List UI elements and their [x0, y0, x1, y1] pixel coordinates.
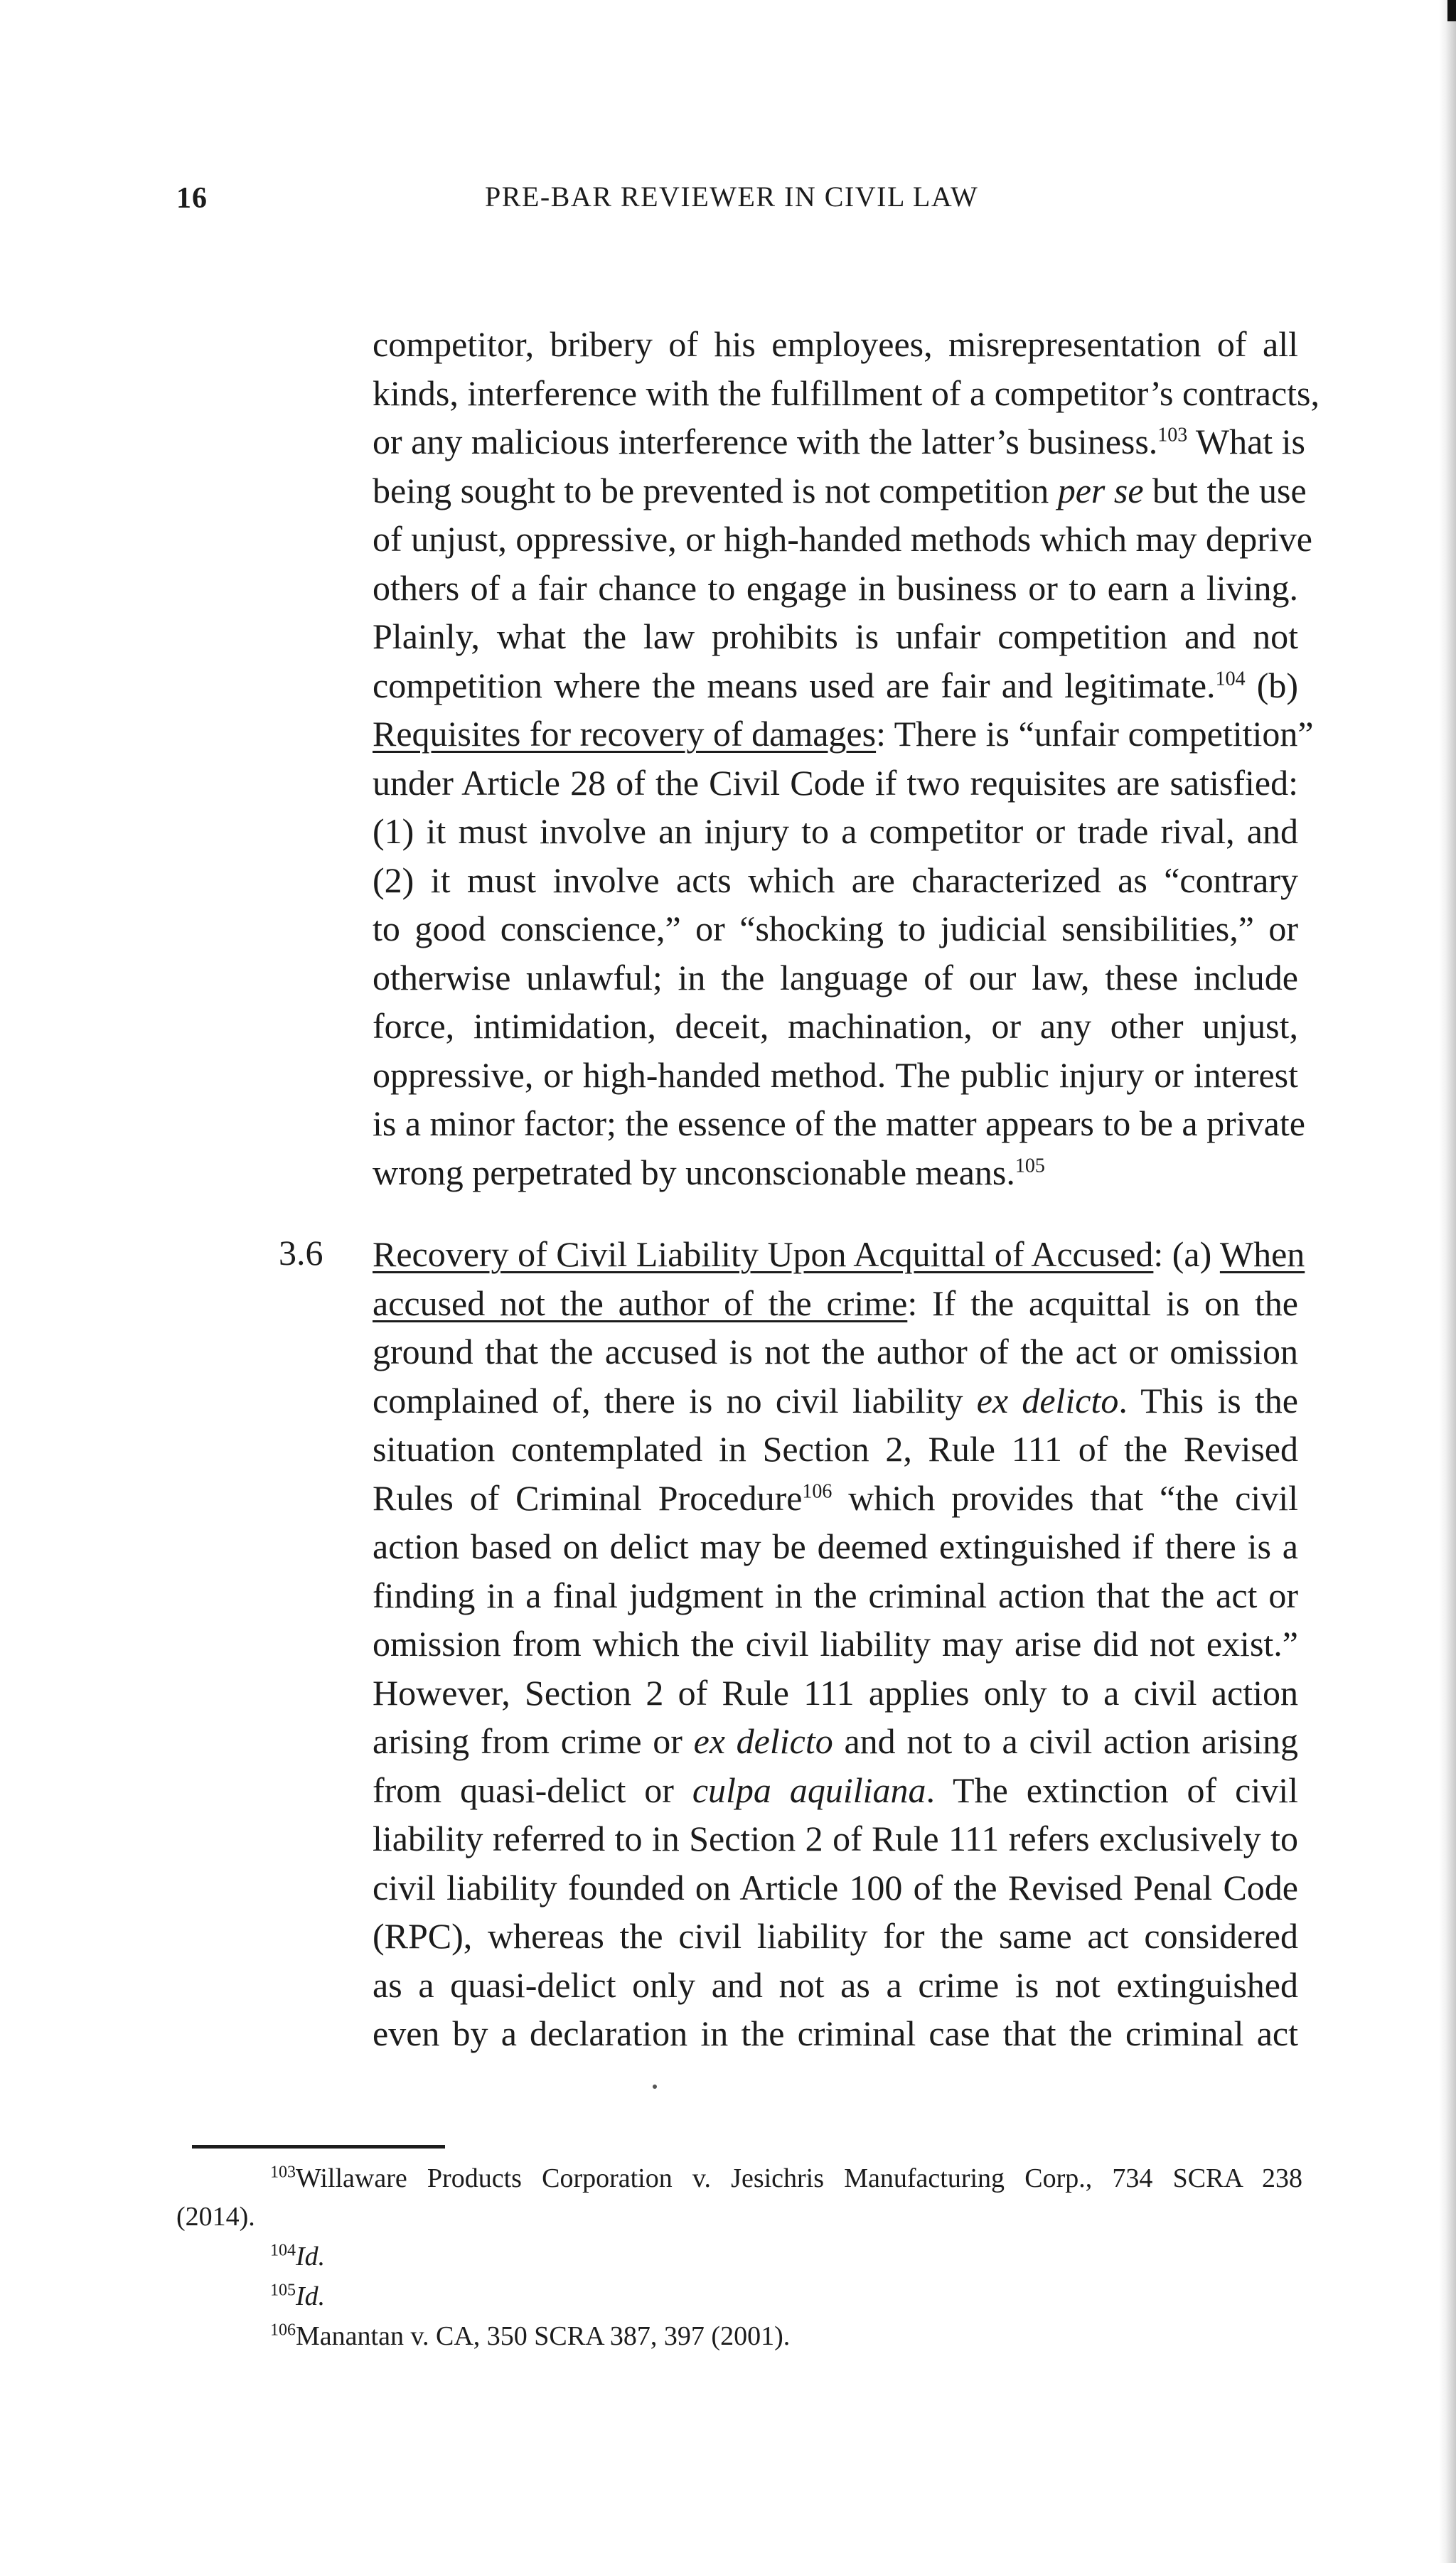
- text-line: [373, 1766, 1298, 1815]
- text-run: However, Section 2 of Rule 111 applies only to a civil action: [373, 1672, 1298, 1713]
- text-line: [373, 1717, 1298, 1766]
- text-run: oppressive, or high-handed method. The public injury or interest: [373, 1054, 1298, 1095]
- footnote-104: [270, 2240, 325, 2274]
- text-run: : If the acquittal is on the: [907, 1283, 1298, 1323]
- text-line: [373, 807, 1298, 856]
- italic-term: ex delicto: [693, 1721, 833, 1761]
- text-line: [373, 1051, 1298, 1100]
- text-line: [373, 1148, 1298, 1197]
- footnote-reference: 105: [1015, 1154, 1045, 1177]
- text-line: [373, 1327, 1298, 1376]
- text-run: which provides that “the civil: [832, 1477, 1298, 1518]
- text-run: others of a fair chance to engage in business or to earn a living.: [373, 567, 1298, 608]
- text-run: force, intimidation, deceit, machination, or any other unjust,: [373, 1006, 1298, 1046]
- footnote-105-text: Id.: [296, 2281, 326, 2311]
- underlined-heading: Recovery of Civil Liability Upon Acquittal of Accused: [373, 1234, 1154, 1274]
- text-run: ground that the accused is not the author of the act or omission: [373, 1332, 1298, 1371]
- text-run: . The extinction of civil: [926, 1770, 1298, 1810]
- text-line: [373, 1571, 1298, 1620]
- text-run: (RPC), whereas the civil liability for the same act considered: [373, 1916, 1298, 1956]
- section-number: 3.6: [279, 1233, 323, 1273]
- footnote-106: [270, 2319, 790, 2353]
- text-line: [373, 856, 1298, 905]
- text-line: [373, 1863, 1298, 1912]
- section-3-6-text: [373, 1230, 1305, 2058]
- footnote-105: [270, 2279, 325, 2313]
- text-line: [373, 369, 1320, 418]
- footnote-103-mark: 103: [270, 2163, 296, 2182]
- text-line: [373, 1230, 1305, 1279]
- text-line: [373, 320, 1298, 369]
- text-run: (2) it must involve acts which are characterized as “contrary: [373, 860, 1298, 900]
- text-run: finding in a final judgment in the criminal action that the act or: [373, 1575, 1298, 1615]
- text-run: What is: [1187, 422, 1306, 461]
- text-run: and not to a civil action arising: [833, 1721, 1298, 1761]
- text-line: [373, 2009, 1298, 2058]
- footnote-104-text: Id.: [296, 2242, 326, 2272]
- text-run: : (a): [1153, 1234, 1220, 1274]
- underlined-heading: Requisites for recovery of damages: [373, 714, 877, 754]
- text-line: [373, 904, 1298, 953]
- text-line: [373, 759, 1298, 808]
- text-line: [373, 1002, 1298, 1051]
- text-run: even by a declaration in the criminal case that the criminal act: [373, 2013, 1298, 2053]
- text-run: liability referred to in Section 2 of Rule 111 refers exclusively to: [373, 1819, 1298, 1858]
- text-run: wrong perpetrated by unconscionable means.: [373, 1152, 1015, 1192]
- footnote-106-text: Manantan v. CA, 350 SCRA 387, 397 (2001).: [296, 2321, 791, 2351]
- text-run: competitor, bribery of his employees, misrepresentation of all: [373, 324, 1298, 364]
- text-run: Plainly, what the law prohibits is unfair competition and not: [373, 616, 1298, 656]
- running-title: PRE-BAR REVIEWER IN CIVIL LAW: [485, 181, 979, 213]
- text-line: [373, 1279, 1298, 1328]
- text-line: [373, 1961, 1298, 2010]
- text-run: : There is “unfair competition”: [876, 714, 1314, 754]
- text-run: civil liability founded on Article 100 of the Revised Penal Code: [373, 1867, 1298, 1907]
- text-run: situation contemplated in Section 2, Rule 111 of the Revised: [373, 1429, 1298, 1469]
- footnote-105-mark: 105: [270, 2281, 296, 2300]
- text-run: (b): [1245, 665, 1298, 705]
- text-line: [373, 953, 1298, 1002]
- text-run: being sought to be prevented is not competition: [373, 470, 1058, 510]
- text-line: [373, 1912, 1298, 1961]
- text-run: action based on delict may be deemed extinguished if there is a: [373, 1526, 1298, 1566]
- text-run: Rules of Criminal Procedure: [373, 1477, 803, 1518]
- text-line: [373, 1099, 1305, 1148]
- footnote-103-continuation: (2014).: [176, 2202, 255, 2232]
- text-line: [373, 1620, 1298, 1669]
- underlined-heading: accused not the author of the crime: [373, 1283, 908, 1323]
- footnote-reference: 104: [1215, 667, 1246, 690]
- text-run: (1) it must involve an injury to a competitor or trade rival, and: [373, 811, 1298, 851]
- page-edge-shadow: [1439, 0, 1456, 2563]
- text-line: [373, 710, 1314, 759]
- page-edge-mark: [1447, 0, 1456, 21]
- text-run: from quasi-delict or: [373, 1770, 692, 1810]
- text-line: [373, 515, 1312, 564]
- page-number: 16: [176, 182, 208, 215]
- text-run: competition where the means used are fair and legitimate.: [373, 665, 1216, 705]
- footnote-rule: [192, 2145, 445, 2149]
- footnote-106-mark: 106: [270, 2321, 296, 2340]
- text-run: or any malicious interference with the latter’s business.: [373, 422, 1158, 461]
- footnote-104-mark: 104: [270, 2241, 296, 2260]
- text-line: [373, 564, 1298, 613]
- text-run: kinds, interference with the fulfillment of a competitor’s contracts,: [373, 373, 1320, 413]
- text-run: is a minor factor; the essence of the matter appears to be a private: [373, 1103, 1305, 1143]
- text-line: [373, 1425, 1298, 1474]
- underlined-heading: When: [1219, 1234, 1305, 1274]
- text-run: under Article 28 of the Civil Code if two requisites are satisfied:: [373, 762, 1298, 803]
- text-run: of unjust, oppressive, or high-handed methods which may deprive: [373, 519, 1312, 559]
- text-run: otherwise unlawful; in the language of our law, these include: [373, 957, 1298, 997]
- italic-term: ex delicto: [976, 1380, 1119, 1420]
- text-run: omission from which the civil liability may arise did not exist.”: [373, 1624, 1298, 1664]
- footnote-reference: 103: [1157, 424, 1188, 446]
- paragraph-continuation: [373, 320, 1320, 1197]
- footnote-103: [270, 2161, 1302, 2195]
- italic-term: culpa aquiliana: [692, 1770, 926, 1810]
- footnote-reference: 106: [802, 1480, 833, 1502]
- text-line: [373, 1522, 1298, 1571]
- text-run: as a quasi-delict only and not as a crime is not extinguished: [373, 1964, 1298, 2005]
- text-run: complained of, there is no civil liability: [373, 1380, 977, 1420]
- text-run: arising from crime or: [373, 1721, 694, 1761]
- text-run: . This is the: [1118, 1380, 1299, 1420]
- text-run: but the use: [1143, 470, 1307, 510]
- text-line: [373, 1669, 1298, 1718]
- text-line: [373, 612, 1298, 661]
- text-run: to good conscience,” or “shocking to judicial sensibilities,” or: [373, 909, 1298, 948]
- print-speck: [653, 2085, 657, 2089]
- italic-term: per se: [1057, 470, 1144, 510]
- text-line: [373, 1814, 1298, 1863]
- text-line: [373, 661, 1298, 710]
- footnote-103-text: Willaware Products Corporation v. Jesichris Manufacturing Corp., 734 SCRA 238: [296, 2163, 1302, 2193]
- text-line: [373, 1376, 1298, 1425]
- text-line: [373, 1474, 1298, 1523]
- text-line: [373, 417, 1306, 466]
- text-line: [373, 466, 1307, 515]
